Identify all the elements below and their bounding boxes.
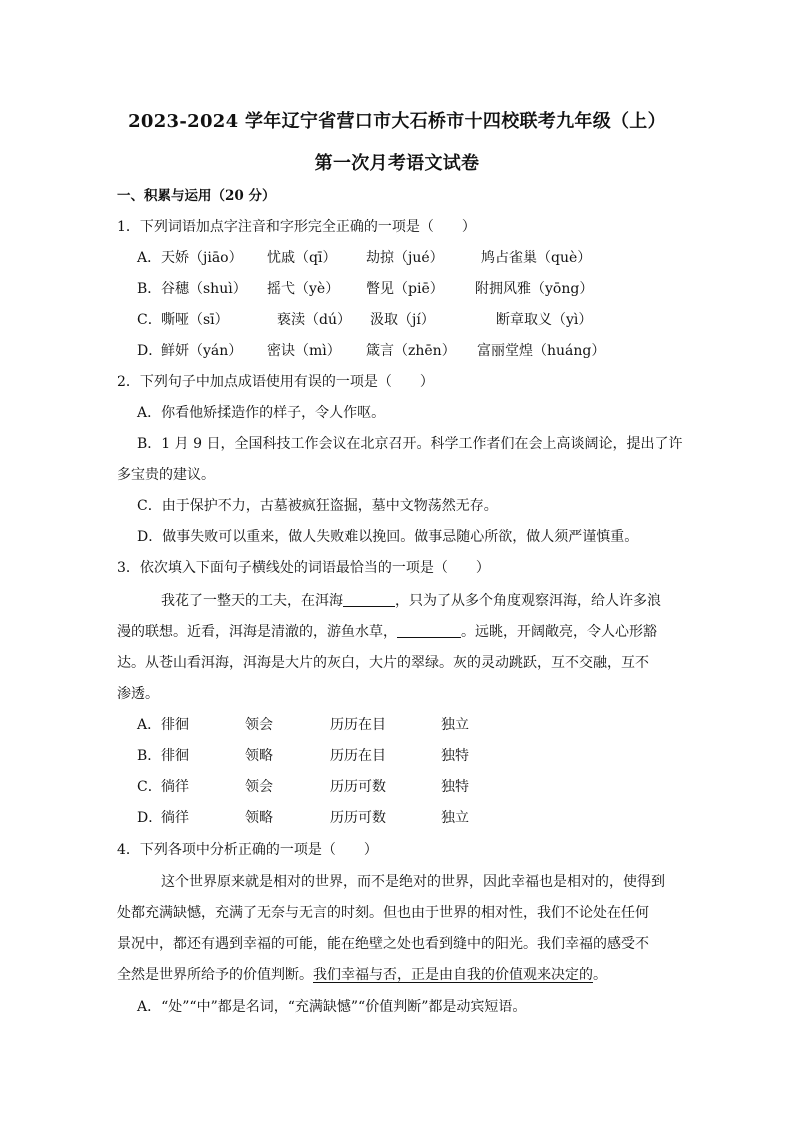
option-item: 断章取义（yì） [496,312,593,328]
q3-passage-line4: 渗透。 [117,686,159,702]
q2-option-d: D．做事失败可以重来，做人失败难以挽回。做事忌随心所欲，做人须严谨慎重。 [137,529,639,545]
q3-passage-line2 [117,622,657,642]
option-label: D． [137,343,163,359]
option-item: 鲜妍（yán） [161,343,243,359]
option-item: 徘徊 [161,717,189,733]
q3-stem: 3．依次填入下面句子横线处的词语最恰当的一项是（ ） [117,560,490,576]
option-item: 天娇（jiāo） [161,250,243,266]
option-item: 独特 [441,779,469,795]
option-label: A． [137,717,162,733]
q4-passage-line2: 处都充满缺憾，充满了无奈与无言的时刻。但也由于世界的相对性，我们不论处在任何 [117,905,649,921]
option-item: 领会 [245,779,273,795]
q4-passage-line1: 这个世界原来就是相对的世界，而不是绝对的世界，因此幸福也是相对的，使得到 [161,874,665,890]
option-item: 徜徉 [161,779,189,795]
exam-title-line2: 第一次月考语文试卷 [314,153,480,174]
fill-blank [397,622,461,638]
passage-text: 。远眺，开阔敞亮，令人心形豁 [461,624,657,640]
passage-text: 我花了一整天的工夫，在洱海 [161,593,343,609]
q2-stem: 2．下列句子中加点成语使用有误的一项是（ ） [117,374,434,390]
option-item: 独立 [441,717,469,733]
option-label: D． [137,810,163,826]
q4-passage-line4 [117,965,607,985]
option-item: 摇弋（yè） [267,281,340,297]
option-label: C． [137,312,162,328]
option-item: 独立 [441,810,469,826]
passage-text: 漫的联想。近看，洱海是清澈的，游鱼水草， [117,624,397,640]
q3-passage-line1 [161,591,661,611]
option-item: 富丽堂煌（huáng） [477,343,606,359]
q2-option-b-line1: B．1 月 9 日，全国科技工作会议在北京召开。科学工作者们在会上高谈阔论，提出了许 [137,436,683,452]
passage-text: 全然是世界所给予的价值判断。 [117,967,313,983]
q4-passage-line3: 景况中，都还有遇到幸福的可能，能在绝壁之处也看到缝中的阳光。我们幸福的感受不 [117,936,649,952]
option-item: 独特 [441,748,469,764]
option-item: 历历在目 [330,748,386,764]
option-item: 历历可数 [330,810,386,826]
option-item: 鸠占雀巢（què） [481,250,592,266]
option-item: 谷穗（shuì） [161,281,247,297]
q1-stem: 1．下列词语加点字注音和字形完全正确的一项是（ ） [117,219,476,235]
q2-option-a: A．你看他矫揉造作的样子，令人作呕。 [137,405,386,421]
fill-blank [343,591,395,607]
option-item: 箴言（zhēn） [366,343,456,359]
option-item: 瞥见（piē） [366,281,444,297]
option-item: 密诀（mì） [267,343,341,359]
underlined-sentence: 我们幸福与否，正是由自我的价值观来决定的 [313,967,593,983]
option-item: 历历在目 [330,717,386,733]
option-item: 忧戚（qī） [267,250,337,266]
passage-text: 。 [593,967,607,983]
option-item: 徜徉 [161,810,189,826]
q2-option-b-line2: 多宝贵的建议。 [117,467,215,483]
option-item: 劫掠（jué） [366,250,444,266]
option-label: A． [137,250,162,266]
option-item: 附拥风雅（yōng） [475,281,594,297]
option-item: 亵渎（dú） [277,312,351,328]
option-item: 领略 [245,748,273,764]
option-item: 领会 [245,717,273,733]
option-label: B． [137,748,162,764]
exam-title-line1: 2023-2024 学年辽宁省营口市大石桥市十四校联考九年级（上） [128,111,666,132]
q4-option-a: A．“处”“中”都是名词，“充满缺憾”“价值判断”都是动宾短语。 [137,999,527,1015]
option-item: 汲取（jí） [370,312,435,328]
option-label: C． [137,779,162,795]
option-item: 历历可数 [330,779,386,795]
option-label: B． [137,281,162,297]
passage-text: ，只为了从多个角度观察洱海，给人许多浪 [395,593,661,609]
q3-passage-line3: 达。从苍山看洱海，洱海是大片的灰白，大片的翠绿。灰的灵动跳跃，互不交融，互不 [117,655,649,671]
option-item: 嘶哑（sī） [161,312,229,328]
q2-option-c: C．由于保护不力，古墓被疯狂盗掘，墓中文物荡然无存。 [137,498,498,514]
option-item: 徘徊 [161,748,189,764]
q4-stem: 4．下列各项中分析正确的一项是（ ） [117,842,378,858]
section-heading: 一、积累与运用（20 分） [117,188,276,204]
option-item: 领略 [245,810,273,826]
